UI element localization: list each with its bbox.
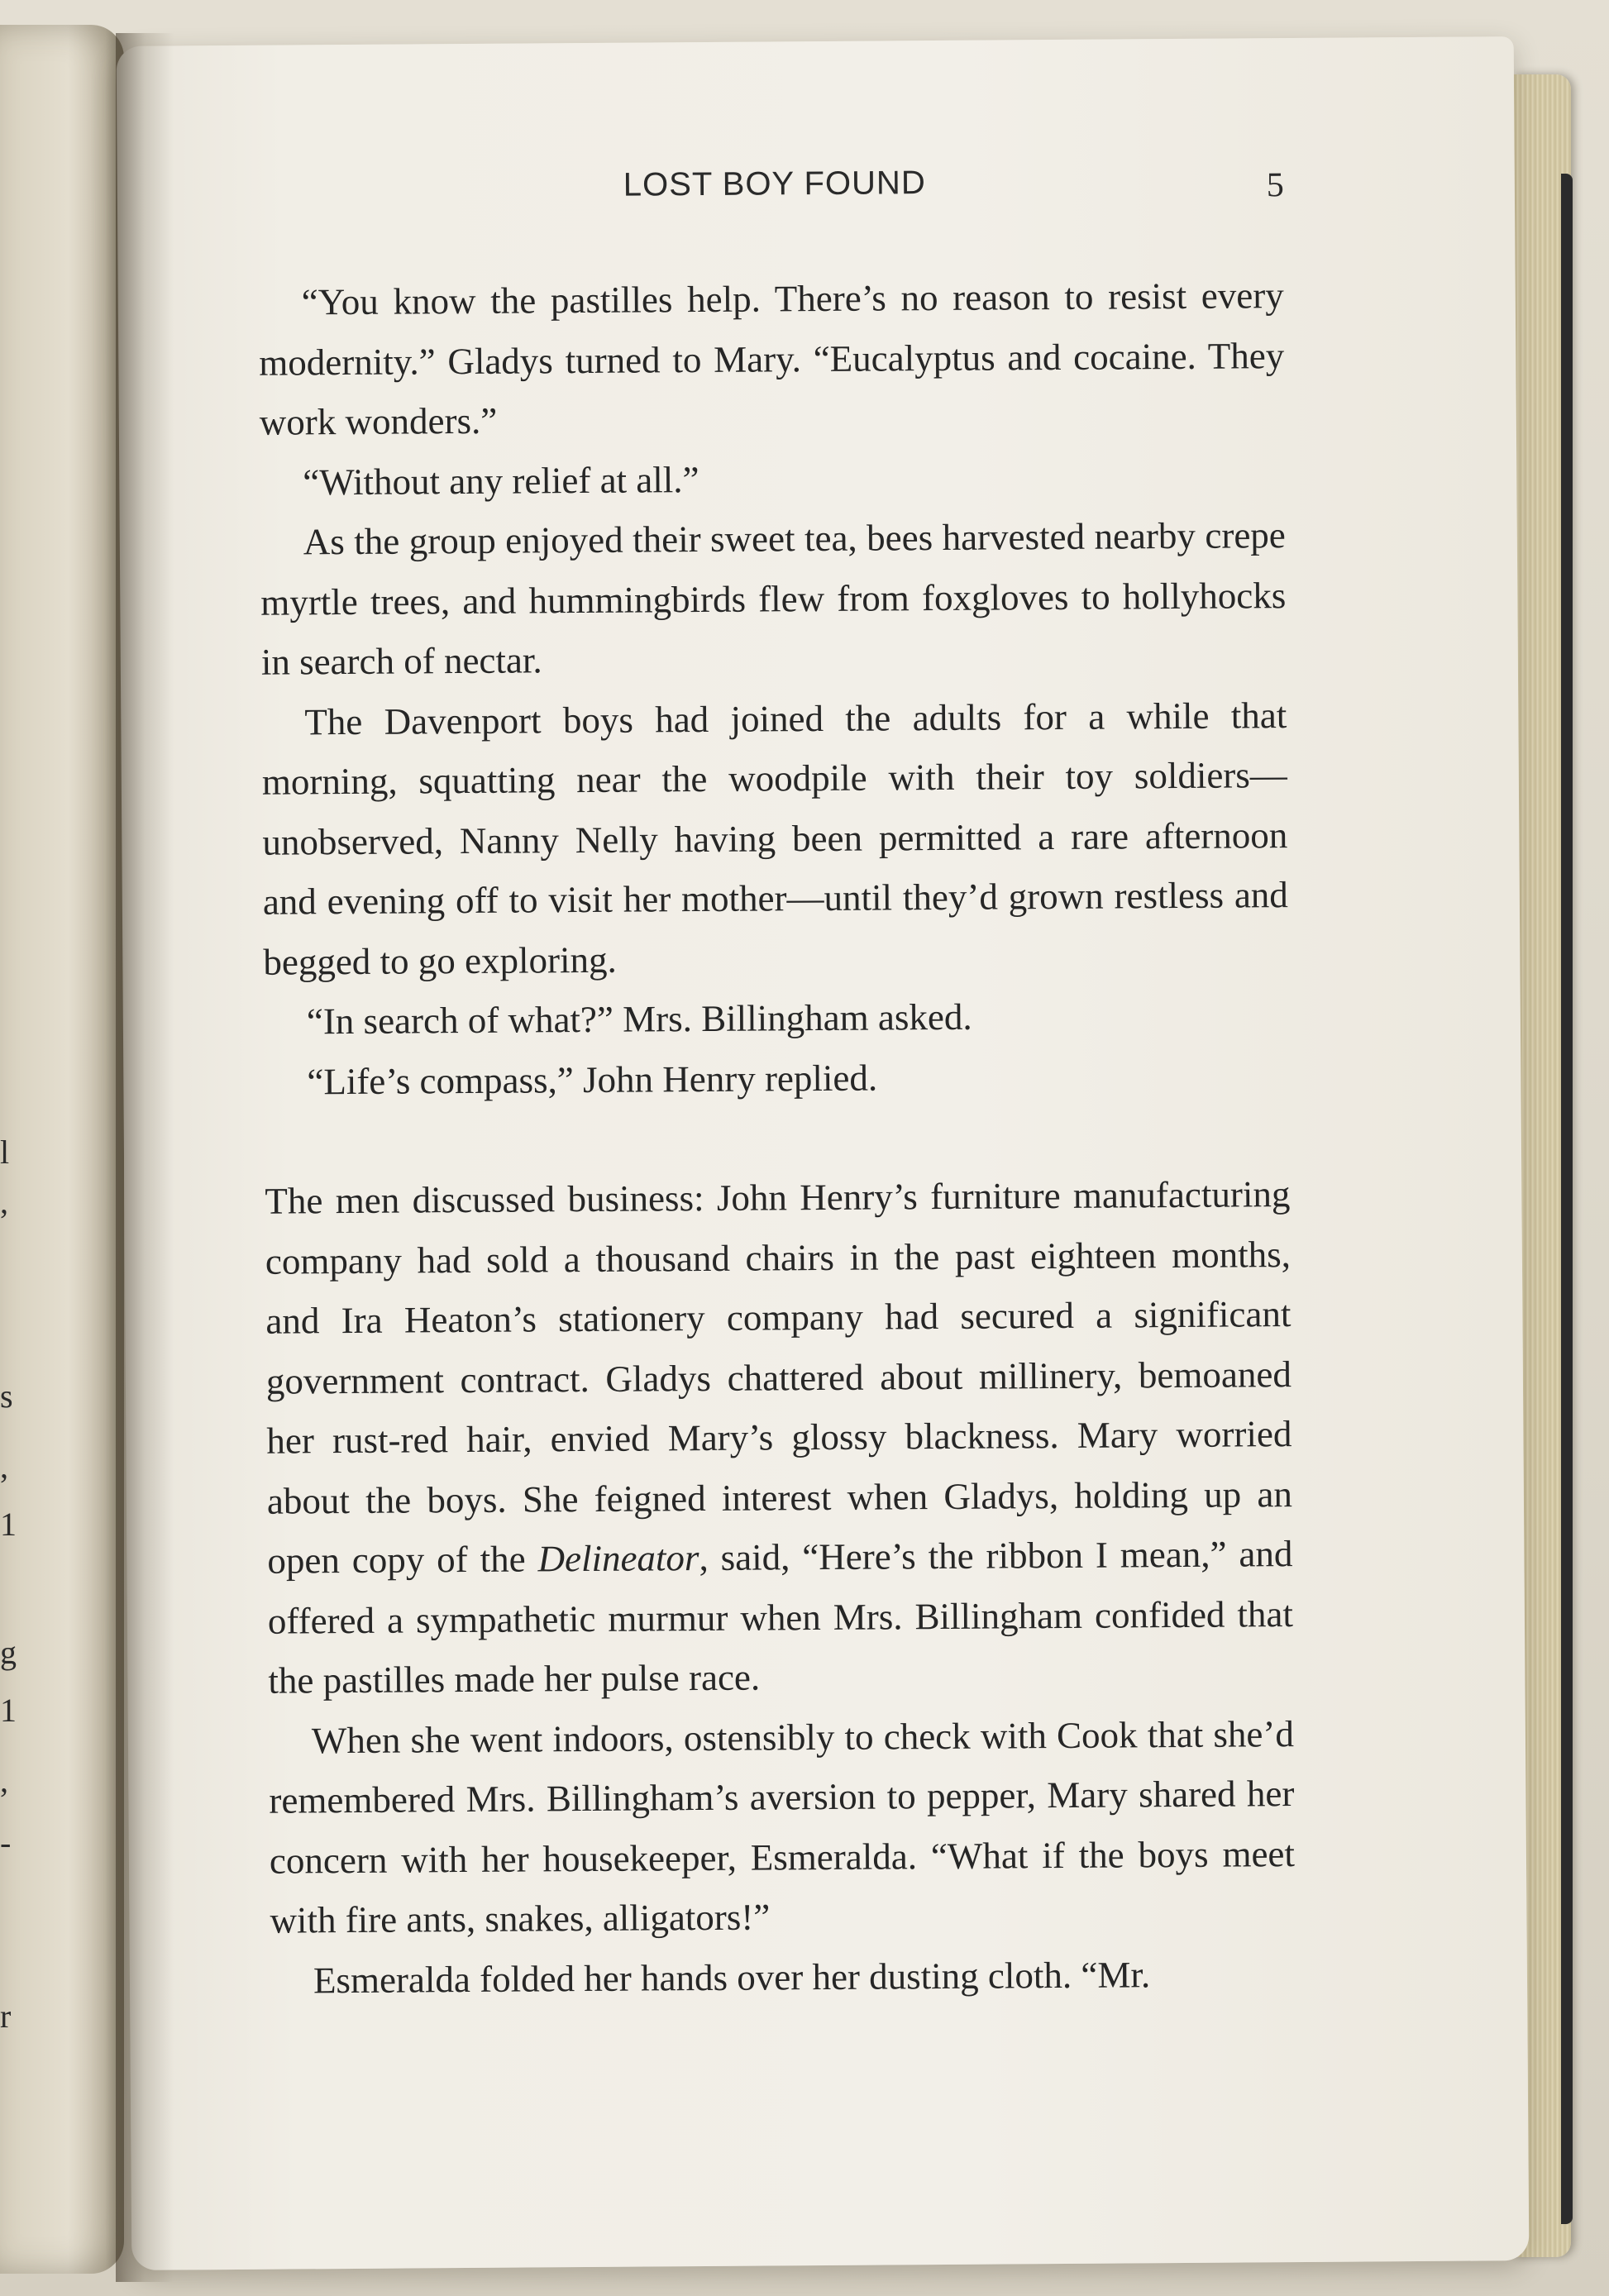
- paragraph: “You know the pastilles help. There’s no reason to resist every modernity.” Gladys turned to Mary. “Eucalyptus and cocaine. They work wonders.”: [259, 274, 1285, 443]
- left-page-fragment: r: [0, 1998, 12, 2035]
- page-header: [117, 160, 1515, 228]
- paragraph-text: , said, “Here’s the ribbon I mean,” and offered a sympathetic murmur when Mrs. Billingham confided that the pastilles made her pulse race.: [267, 1533, 1294, 1702]
- paragraph: “Without any relief at all.”: [303, 458, 699, 503]
- left-page-fragment: s: [0, 1377, 13, 1415]
- paragraph: “In search of what?” Mrs. Billingham asked.: [306, 995, 972, 1043]
- magazine-title: Delineator: [537, 1537, 699, 1580]
- paragraph: The Davenport boys had joined the adults for a while that morning, squatting near the woodpile with their toy soldiers—unobserved, Nanny Nelly having been permitted a rare afternoon and evening off to visit her mother—until they’d grown restless and begged to go exploring.: [261, 694, 1289, 983]
- paragraph: “Life’s compass,” John Henry replied.: [307, 1057, 878, 1102]
- left-page-fragment: ,: [0, 1762, 8, 1799]
- paragraph: Esmeralda folded her hands over her dusting cloth. “Mr.: [313, 1953, 1151, 2001]
- left-page: [0, 25, 124, 2274]
- left-page-fragment: 1: [0, 1692, 17, 1729]
- left-page-fragment: l: [0, 1134, 10, 1171]
- page-number: 5: [1266, 166, 1284, 205]
- gutter-shadow: [116, 33, 174, 2282]
- running-head: LOST BOY FOUND: [623, 165, 926, 203]
- left-page-fragment: ,: [0, 1183, 8, 1220]
- back-cover-edge: [1561, 174, 1573, 2224]
- book-page: [117, 36, 1530, 2270]
- paragraph: When she went indoors, ostensibly to check with Cook that she’d remembered Mrs. Billingham’s aversion to pepper, Mary shared her concern with her housekeeper, Esmeralda. “What if the boys meet with fire ants, snakes, alligators!”: [269, 1712, 1296, 1941]
- paragraph-text: The men discussed business: John Henry’s furniture manufacturing company had sold a thousand chairs in the past eighteen months, and Ira Heaton’s stationery company had secured a significant government contract. Gladys chattered about millinery, bemoaned her rust-red hair, envied Mary’s glossy blackness. Mary worried about the boys. She feigned interest when Gladys, holding up an open copy of the: [265, 1173, 1293, 1582]
- left-page-fragment: -: [0, 1824, 12, 1861]
- paragraph: [265, 1164, 1294, 1711]
- body-text: [259, 265, 1296, 2011]
- left-page-fragment: g: [0, 1634, 17, 1671]
- paragraph: As the group enjoyed their sweet tea, bees harvested nearby crepe myrtle trees, and hummingbirds flew from foxgloves to hollyhocks in search of nectar.: [260, 514, 1287, 683]
- left-page-fragment: 1: [0, 1506, 17, 1543]
- section-break: [265, 1105, 1290, 1172]
- left-page-fragment: ,: [0, 1448, 8, 1485]
